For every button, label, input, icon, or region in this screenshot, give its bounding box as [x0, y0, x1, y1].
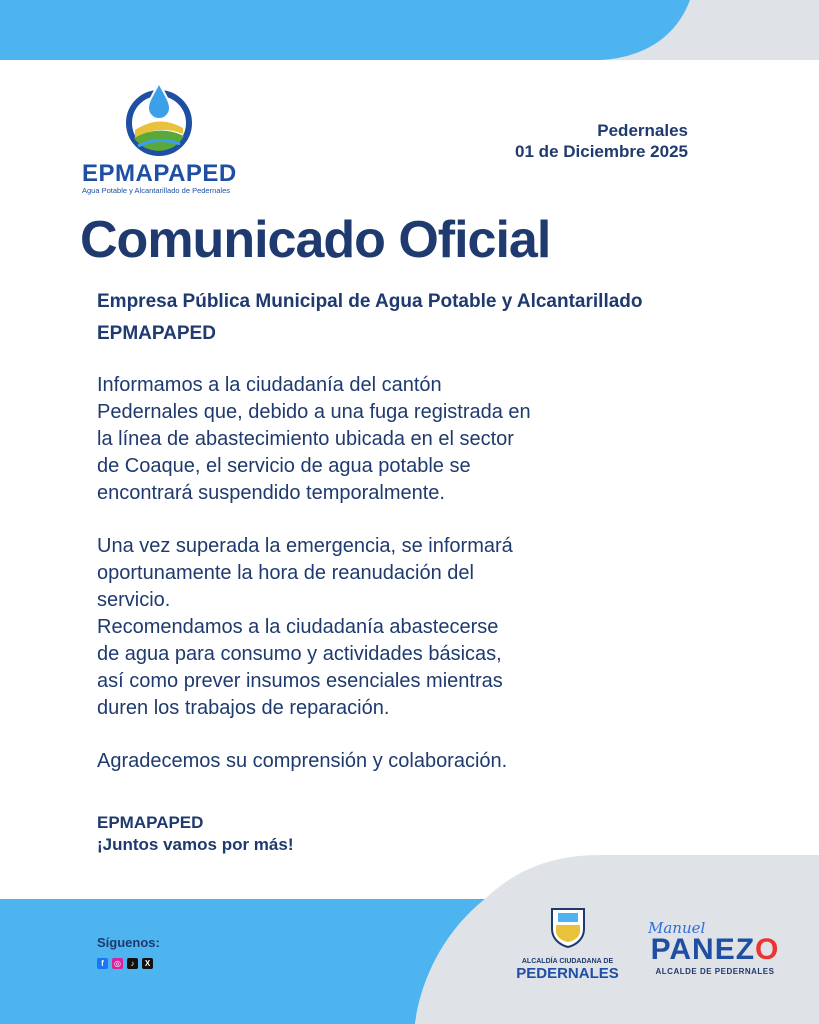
follow-label: Síguenos:	[97, 935, 160, 950]
facebook-icon[interactable]: f	[97, 958, 108, 969]
date-block	[515, 120, 688, 162]
mayor-first-name: Manuel	[648, 919, 706, 937]
x-icon[interactable]: X	[142, 958, 153, 969]
subtitle: Empresa Pública Municipal de Agua Potable y Alcantarillado EPMAPAPED	[97, 291, 643, 344]
water-drop-logo-icon	[80, 78, 240, 163]
paragraph-4: Agradecemos su comprensión y colaboración.	[97, 750, 508, 772]
date-label: 01 de Diciembre 2025	[515, 142, 688, 161]
logo-wordmark: EPMAPAPED	[82, 160, 237, 187]
instagram-icon[interactable]: ◎	[112, 958, 123, 969]
signature	[97, 812, 294, 856]
signature-slogan: ¡Juntos vamos por más!	[97, 835, 294, 854]
mayor-surname	[640, 933, 790, 967]
tiktok-icon[interactable]: ♪	[127, 958, 138, 969]
shield-crest-icon	[548, 905, 588, 949]
city-label: Pedernales	[597, 121, 688, 140]
social-icons	[97, 958, 153, 969]
top-decorative-band	[0, 0, 819, 60]
mayor-surname-part-2: O	[755, 933, 780, 966]
alcaldia-logo	[510, 905, 625, 982]
announcement-body	[97, 372, 677, 775]
top-wave-shape	[0, 0, 819, 60]
paragraph-2: Una vez superada la emergencia, se informará oportunamente la hora de reanudación del servicio.	[97, 535, 513, 611]
alcaldia-line-1: ALCALDÍA CIUDADANA DE	[521, 958, 614, 965]
signature-name: EPMAPAPED	[97, 813, 204, 832]
mayor-surname-part-1: PANEZ	[650, 933, 756, 966]
mayor-logo	[640, 919, 790, 976]
paragraph-3: Recomendamos a la ciudadanía abastecerse de agua para consumo y actividades básicas, así como prever insumos esenciales mientras duren los trabajos de reparación.	[97, 616, 503, 719]
logo-subtitle: Agua Potable y Alcantarillado de Pedernales	[82, 186, 231, 195]
alcaldia-line-2: PEDERNALES	[516, 965, 619, 982]
page-title: Comunicado Oficial	[80, 211, 551, 269]
paragraph-1: Informamos a la ciudadanía del cantón Pedernales que, debido a una fuga registrada en la línea de abastecimiento ubicada en el sector de Coaque, el servicio de agua potable se encontrará suspendido temporalmente.	[97, 374, 531, 504]
mayor-title: ALCALDE DE PEDERNALES	[655, 967, 775, 976]
